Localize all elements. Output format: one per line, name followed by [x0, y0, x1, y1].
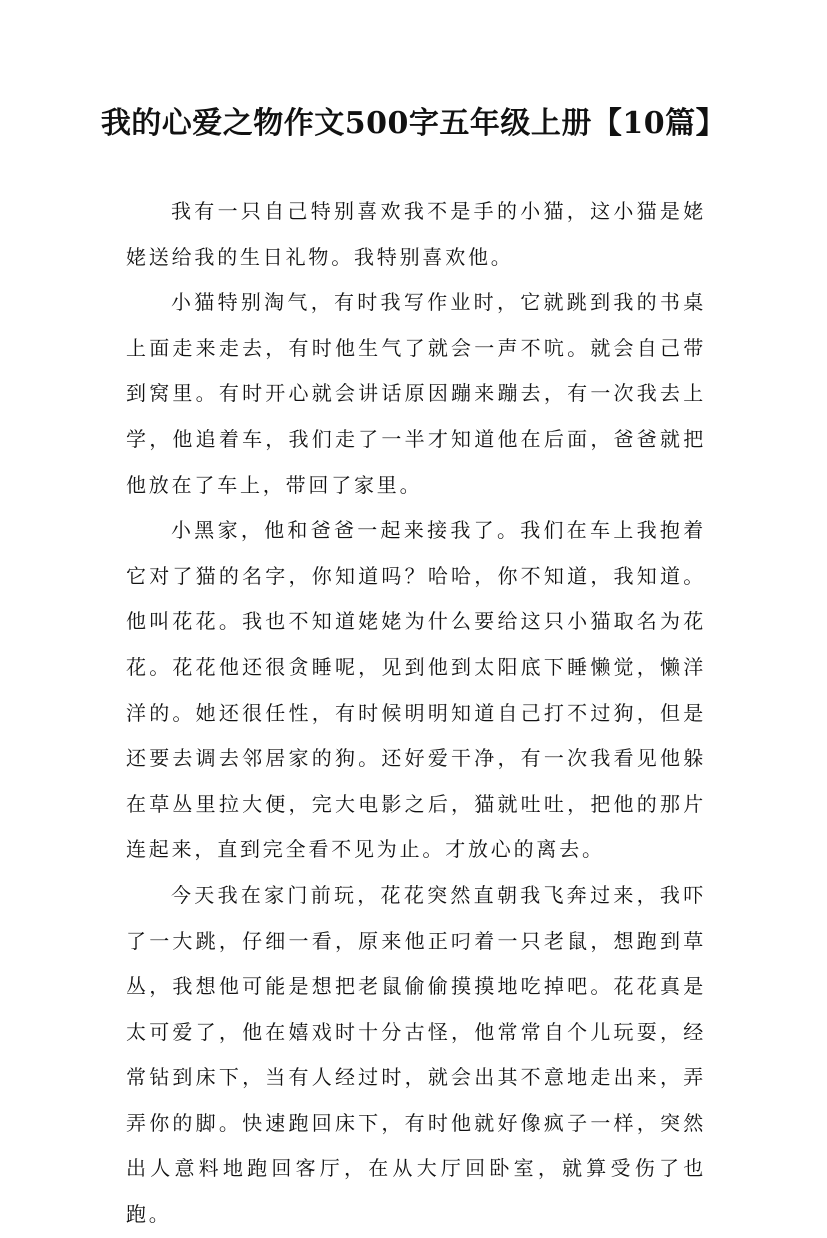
- paragraph: 小黑家，他和爸爸一起来接我了。我们在车上我抱着它对了猫的名字，你知道吗？哈哈，你不知道，我知道。他叫花花。我也不知道姥姥为什么要给这只小猫取名为花花。花花他还很贪睡呢，见到他到太阳底下睡懒觉，懒洋洋的。她还很任性，有时候明明知道自己打不过狗，但是还要去调去邻居家的狗。还好爱干净，有一次我看见他躲在草丛里拉大便，完大电影之后，猫就吐吐，把他的那片连起来，直到完全看不见为止。才放心的离去。: [126, 518, 706, 862]
- paragraph: 我有一只自己特别喜欢我不是手的小猫，这小猫是姥姥送给我的生日礼物。我特别喜欢他。: [126, 199, 706, 269]
- paragraph: 今天我在家门前玩，花花突然直朝我飞奔过来，我吓了一大跳，仔细一看，原来他正叼着一只老鼠，想跑到草丛，我想他可能是想把老鼠偷偷摸摸地吃掉吧。花花真是太可爱了，他在嬉戏时十分古怪，他常常自个儿玩耍，经常钻到床下，当有人经过时，就会出其不意地走出来，弄弄你的脚。快速跑回床下，有时他就好像疯子一样，突然出人意料地跑回客厅，在从大厅回卧室，就算受伤了也跑。: [126, 882, 706, 1227]
- document-title: 我的心爱之物作文500字五年级上册【10篇】: [100, 106, 727, 141]
- document-body: [126, 189, 706, 1238]
- paragraph: 小猫特别淘气，有时我写作业时，它就跳到我的书桌上面走来走去，有时他生气了就会一声不吭。就会自己带到窝里。有时开心就会讲话原因蹦来蹦去，有一次我去上学，他追着车，我们走了一半才知道他在后面，爸爸就把他放在了车上，带回了家里。: [126, 290, 706, 497]
